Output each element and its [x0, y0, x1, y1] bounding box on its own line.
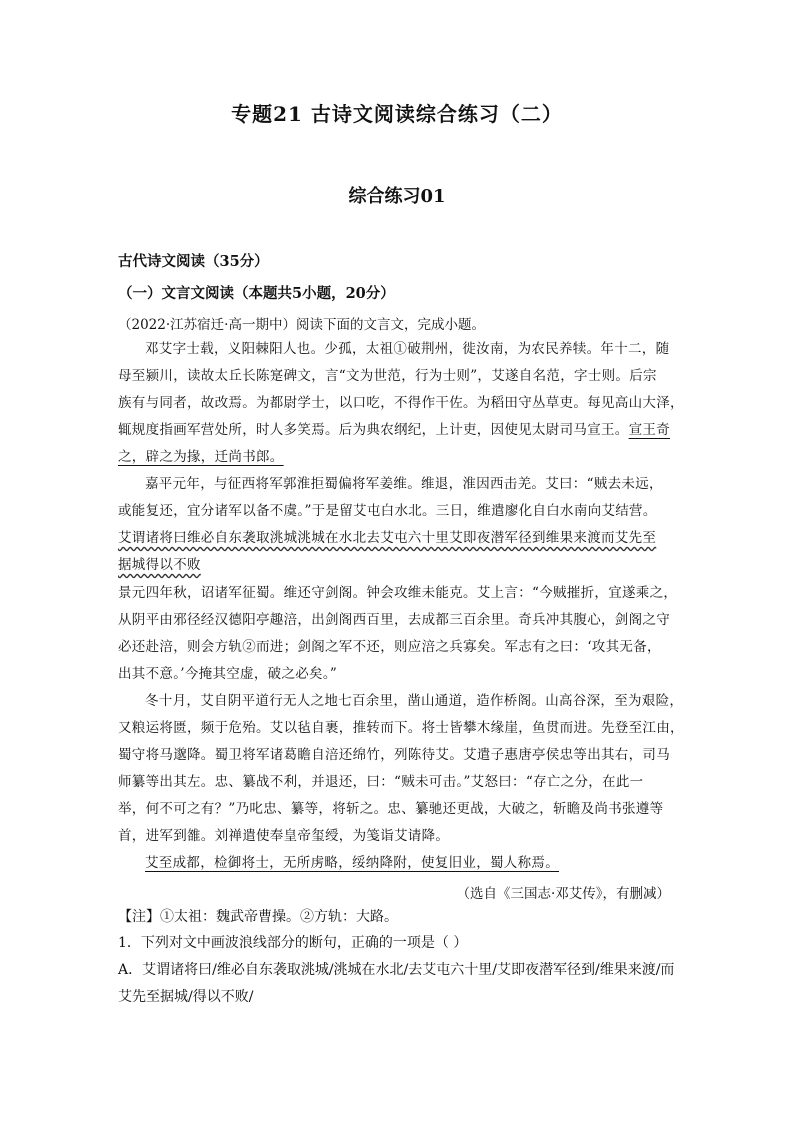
wavy-underlined-text: 据城得以不败 [118, 557, 201, 573]
question-stem: 1．下列对文中画波浪线部分的断句，正确的一项是（ ） [118, 935, 468, 951]
underlined-text: 艾至成都，检御将士，无所虏略，绥纳降附，使复旧业，蜀人称焉。 [145, 855, 559, 871]
passage-paragraph-4 [118, 688, 684, 850]
passage-paragraph-5 [118, 850, 684, 877]
passage-line: 师纂等出其左。忠、纂战不利，并退还，曰：“贼未可击。”艾怒曰：“存亡之分，在此一 [118, 774, 644, 790]
passage-line: 首，进军到雒。刘禅遣使奉皇帝玺绶，为笺诣艾请降。 [118, 828, 450, 844]
passage-paragraph-2 [118, 471, 684, 579]
section-heading: 古代诗文阅读（35分） [118, 253, 269, 270]
wavy-underlined-text: 艾谓诸将曰维必自东袭取洮城洮城在水北去艾屯六十里艾即夜潜军径到维果来渡而艾先至 [118, 530, 657, 546]
footnote: 【注】①太祖：魏武帝曹操。②方轨：大路。 [118, 909, 398, 925]
passage-line: 冬十月，艾自阴平道行无人之地七百余里，凿山通道，造作桥阁。山高谷深，至为艰险， [145, 693, 684, 709]
passage-line: 嘉平元年，与征西将军郭淮拒蜀偏将军姜维。维退，淮因西击羌。艾曰：“贼去未远， [145, 476, 663, 492]
option-a: A．艾谓诸将曰/维必自东袭取洮城/洮城在水北/去艾屯六十里/艾即夜潜军径到/维果来渡/而 [118, 962, 675, 978]
passage-line: 又粮运将匮，频于危殆。艾以毡自裹，推转而下。将士皆攀木缘崖，鱼贯而进。先登至江由， [118, 720, 684, 736]
page-subtitle: 综合练习01 [348, 186, 446, 207]
passage-line: 蜀守将马邈降。蜀卫将军诸葛瞻自涪还绵竹，列陈待艾。艾遣子惠唐亭侯忠等出其右，司马 [118, 747, 670, 763]
page-title: 专题21 古诗文阅读综合练习（二） [231, 102, 563, 126]
underlined-text: 之，辟之为掾，迁尚书郎。 [118, 449, 284, 465]
part-heading: （一）文言文阅读（本题共5小题，20分） [118, 285, 395, 302]
passage-line: 出其不意。’今掩其空虚，破之必矣。” [118, 666, 338, 682]
source-line: （2022·江苏宿迁·高一期中）阅读下面的文言文，完成小题。 [118, 317, 485, 333]
passage-line: 或能复还，宜分诸军以备不虞。”于是留艾屯白水北。三日，维遣廖化自白水南向艾结营。 [118, 503, 657, 519]
passage-line: 举，何不可之有？”乃叱忠、纂等，将斩之。忠、纂驰还更战，大破之，斩瞻及尚书张遵等 [118, 801, 664, 817]
passage-line: 辄规度指画军营处所，时人多笑焉。后为典农纲纪，上计吏，因使见太尉司马宣王。宣王奇 [118, 422, 671, 438]
passage-paragraph-1 [118, 336, 684, 471]
passage-line: 景元四年秋，诏诸军征蜀。维还守剑阁。钟会攻维未能克。艾上言：“今贼摧折，宜遂乘之， [118, 585, 678, 601]
passage-line: 族有与同者，故改焉。为都尉学士，以口吃，不得作干佐。为稻田守丛草吏。每见高山大泽， [118, 395, 684, 411]
passage-line: 邓艾字士载，义阳棘阳人也。少孤，太祖①破荆州，徙汝南，为农民养犊。年十二，随 [145, 341, 670, 357]
passage-line: 必还赴涪，则会方轨②而进；剑阁之军不还，则应涪之兵寡矣。军志有之曰：‘攻其无备， [118, 639, 661, 655]
citation: （选自《三国志·邓艾传》，有删减） [456, 886, 670, 902]
option-a-continued: 艾先至据城/得以不败/ [118, 989, 254, 1005]
underlined-text: 宣王奇 [628, 422, 671, 438]
passage-line: 从阴平由邪径经汉德阳亭趣涪，出剑阁西百里，去成都三百余里。奇兵冲其腹心，剑阁之守 [118, 612, 670, 628]
passage-paragraph-3 [118, 580, 684, 688]
passage-line: 母至颍川，读故太丘长陈寔碑文，言“文为世范，行为士则”，艾遂自名范，字士则。后宗 [118, 368, 657, 384]
